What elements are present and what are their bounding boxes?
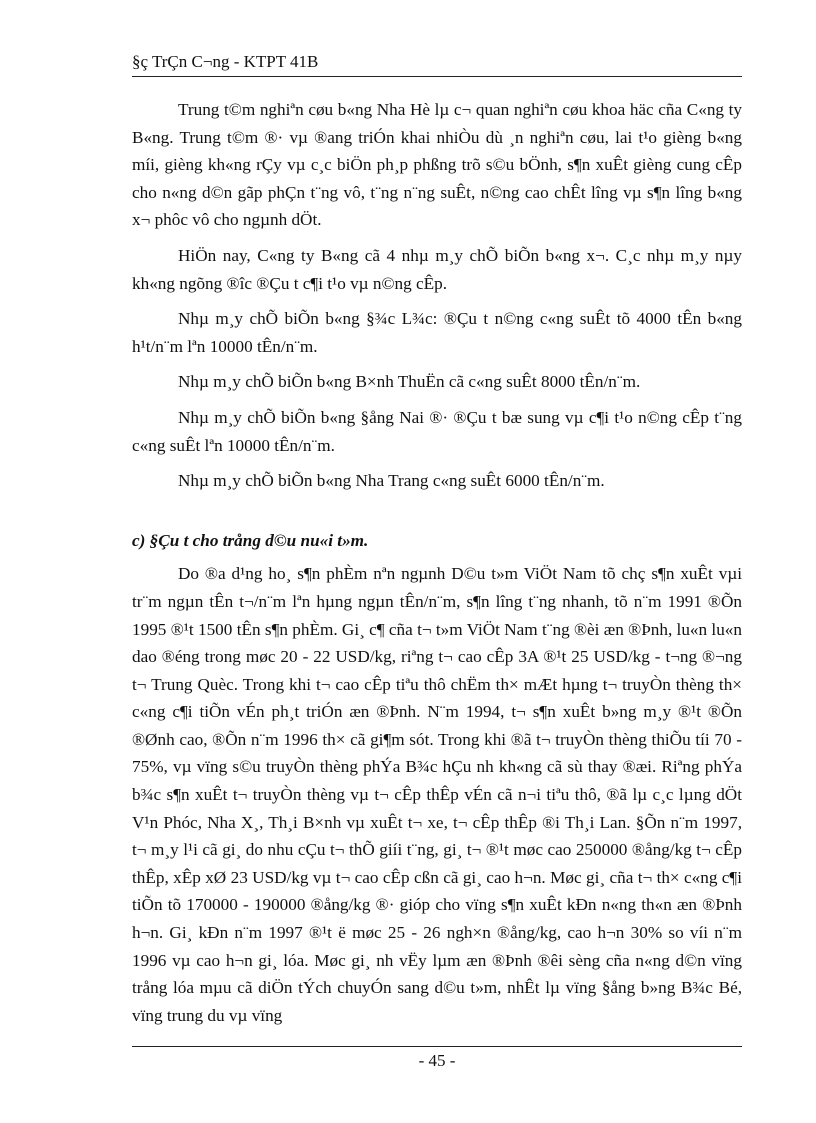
- section-heading: c) §Çu t cho trång d©u nu«i t»m.: [132, 530, 369, 550]
- footer-rule: [132, 1046, 742, 1047]
- header-rule: [132, 76, 742, 77]
- paragraph-factory-binh-thuan: Nhµ m¸y chÕ biÕn b«ng B×nh ThuËn cã c«ng suÊt 8000 tÊn/n¨m.: [178, 372, 641, 392]
- paragraph-factory-nha-trang: Nhµ m¸y chÕ biÕn b«ng Nha Trang c«ng suÊt 6000 tÊn/n¨m.: [178, 471, 605, 491]
- page-header: [132, 52, 742, 72]
- paragraph-sericulture: Do ®a d¹ng ho¸ s¶n phÈm nªn ngµnh D©u t»m ViÖt Nam tõ chç s¶n xuÊt vµi tr¨m ngµn tÊn t¬/n¨m lªn hµng ngµn tÊn/n¨m, s¶n lîng t¨ng nhanh, tõ n¨m 1991 ®Õn 1995 ®¹t 1500 tÊn s¶n phÈm. Gi¸ c¶ cña t¬ t»m ViÖt Nam t¨ng ®èi æn ®Þnh, lu«n lu«n dao ®éng trong møc 20 - 22 USD/kg, riªng t¬ cao cÊp 3A ®¹t 25 USD/kg - t¬ng ®¬ng t¬ Trung Quèc. Trong khi t¬ cao cÊp tiªu thô chËm th× mÆt hµng t¬ truyÒn thèng th× c«ng c¶i tiÕn vÉn ph¸t triÓn æn ®Þnh. N¨m 1994, t¬ s¶n xuÊt b»ng m¸y ®¹t ®Õn ®Ønh cao, ®Õn n¨m 1996 th× cã gi¶m sót. Trong khi ®ã t¬ truyÒn thèng thiÕu tíi 70 - 75%, vµ vïng s©u truyÒn thèng phÝa B¾c hÇu nh kh«ng cã sù thay ®æi. Riªng phÝa b¾c s¶n xuÊt t¬ truyÒn thèng vµ t¬ cÊp thÊp vÉn cã n¬i tiªu thô, ®ã lµ c¸c lµng dÖt V¹n Phóc, Nha X¸, Th¸i B×nh vµ xuÊt t¬ xe, t¬ cÊp thÊp ®i Th¸i Lan. §Õn n¨m 1997, t¬ m¸y l¹i cã gi¸ do nhu cÇu t¬ thÕ giíi t¨ng, gi¸ t¬ ®¹t møc cao 250000 ®ång/kg t¬ cÊp thÊp, xÊp xØ 23 USD/kg vµ t¬ cao cÊp cßn cã gi¸ cao h¬n. Møc gi¸ cña t¬ th× c«ng c¶i tiÕn tõ 170000 - 190000 ®ång/kg ®· gióp cho vïng s¶n xuÊt kÐn n«ng th«n æn ®Þnh h¬n. Gi¸ kÐn n¨m 1997 ®¹t ë møc 25 - 26 ngh×n ®ång/kg, cao h¬n 30% so víi n¨m 1996 vµ cao h¬n gi¸ lóa. Møc gi¸ nh vËy lµm æn ®Þnh ®êi sèng cña n«ng d©n vïng trång lóa mµu cã diÖn tÝch chuyÓn sang d©u t»m, nhÊt lµ vïng §ång b»ng B¾c Bé, vïng trung du vµ vïng: [132, 564, 742, 1025]
- paragraph-research-center: Trung t©m nghiªn cøu b«ng Nha Hè lµ c¬ quan nghiªn cøu khoa häc cña C«ng ty B«ng. Trung t©m ®· vµ ®ang triÓn khai nhiÒu dù ¸n nghiªn cøu, lai t¹o gièng b«ng míi, gièng kh«ng rÇy vµ c¸c biÖn ph¸p phßng trõ s©u bÖnh, s¶n xuÊt gièng cung cÊp cho n«ng d©n gãp phÇn t¨ng vô, t¨ng n¨ng suÊt, n©ng cao chÊt lîng vµ s¶n lîng b«ng x¬ phôc vô cho ngµnh dÖt.: [132, 100, 742, 230]
- page-number: - 45 -: [418, 1051, 456, 1070]
- paragraph-factory-dak-lak: Nhµ m¸y chÕ biÕn b«ng §¾c L¾c: ®Çu t n©ng c«ng suÊt tõ 4000 tÊn b«ng h¹t/n¨m lªn 10000 tÊn/n¨m.: [132, 309, 742, 356]
- paragraph-factory-dong-nai: Nhµ m¸y chÕ biÕn b«ng §ång Nai ®· ®Çu t bæ sung vµ c¶i t¹o n©ng cÊp t¨ng c«ng suÊt lªn 10000 tÊn/n¨m.: [132, 407, 742, 455]
- document-body: [132, 96, 742, 1029]
- paragraph-factories-overview: HiÖn nay, C«ng ty B«ng cã 4 nhµ m¸y chÕ biÕn b«ng x¬. C¸c nhµ m¸y nµy kh«ng ngõng ®îc ®Çu t c¶i t¹o vµ n©ng cÊp.: [132, 245, 742, 293]
- header-title: §ç TrÇn C¬ng - KTPT 41B: [132, 52, 319, 71]
